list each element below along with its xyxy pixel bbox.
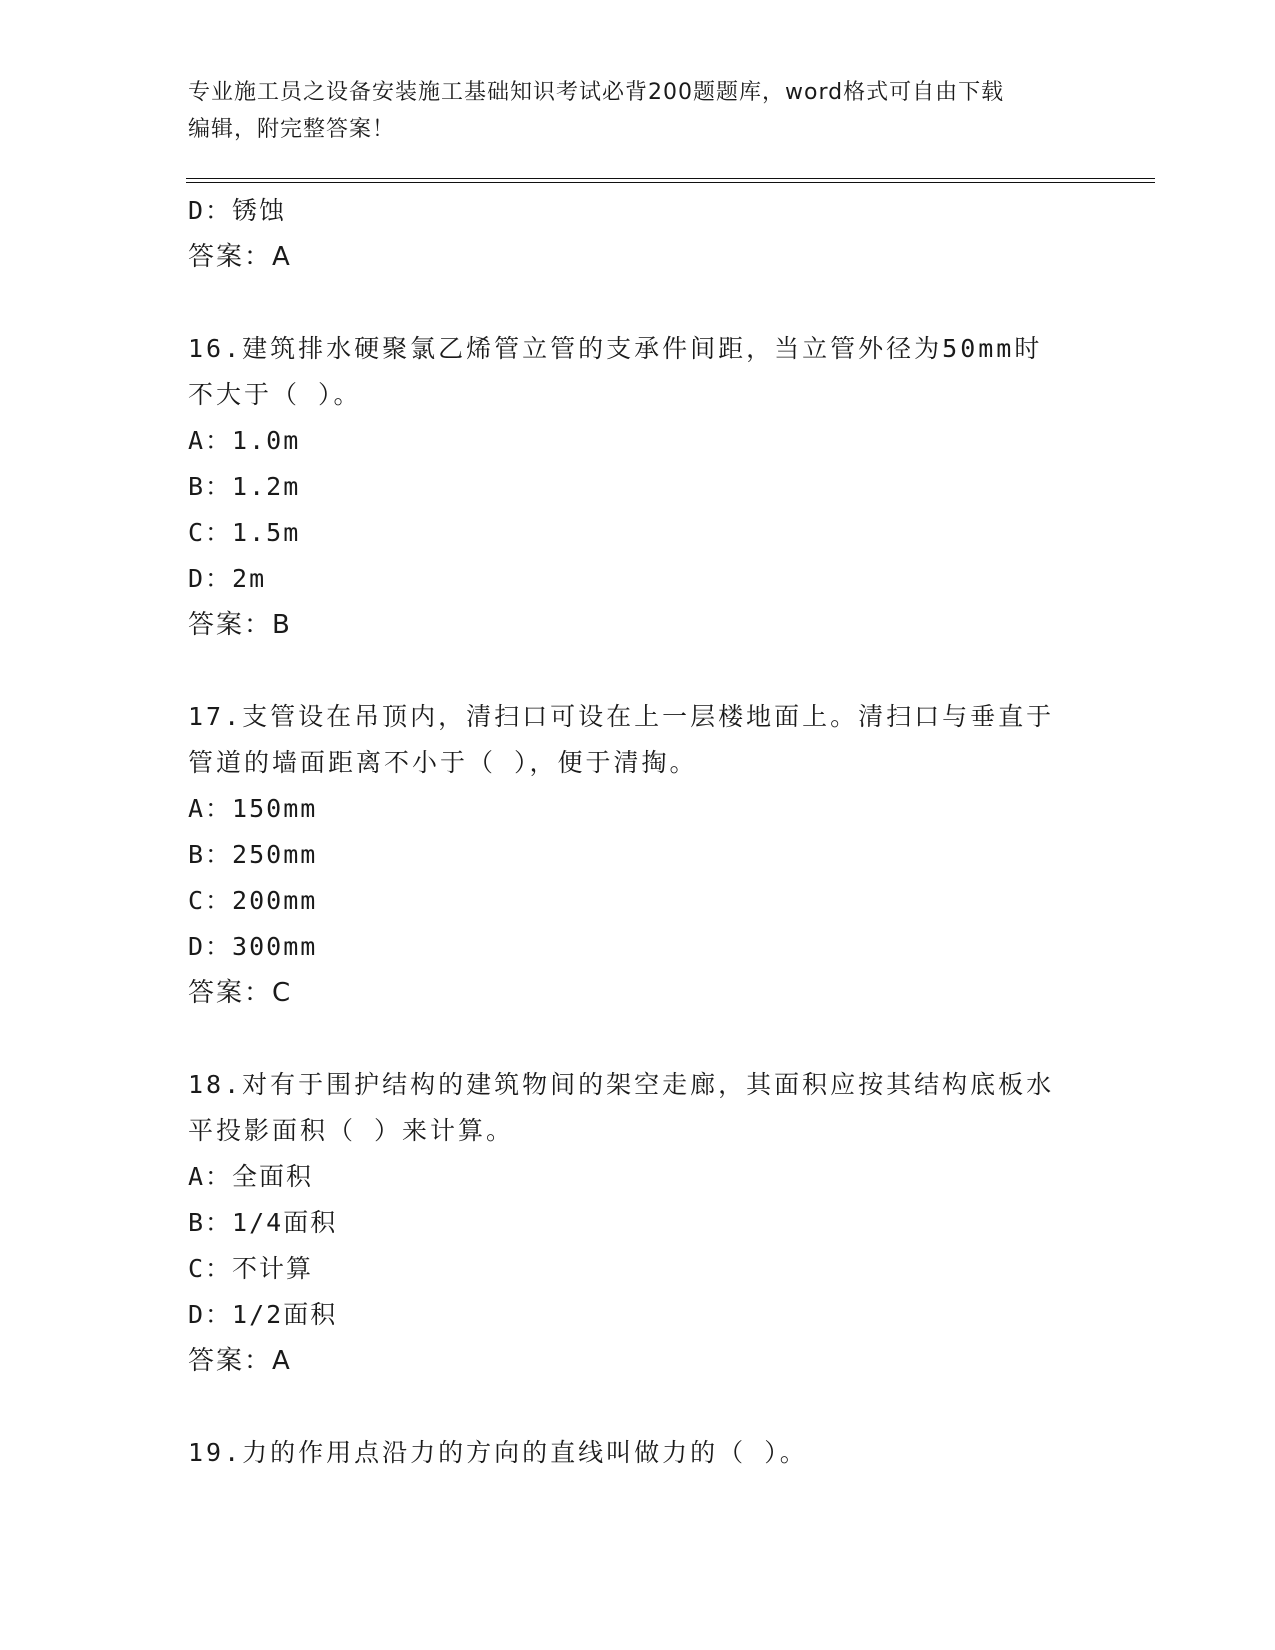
- question-text-line: 19.力的作用点沿力的方向的直线叫做力的（ ）。: [188, 1438, 808, 1467]
- header-divider-top: [186, 178, 1155, 179]
- spacer: [188, 1384, 1108, 1430]
- question-text-line: 16.建筑排水硬聚氯乙烯管立管的支承件间距，当立管外径为50mm时: [188, 334, 1043, 363]
- option-c: C：200mm: [188, 886, 318, 915]
- answer: 答案：A: [188, 1346, 292, 1376]
- spacer: [188, 648, 1108, 694]
- option-d: D：锈蚀: [188, 196, 287, 225]
- document-header: [188, 74, 1088, 148]
- option-b: B：1/4面积: [188, 1208, 338, 1237]
- option-c: C：1.5m: [188, 518, 301, 547]
- option-b: B：250mm: [188, 840, 318, 869]
- question-text-line: 管道的墙面距离不小于（ ），便于清掏。: [188, 748, 698, 777]
- question-17: [188, 694, 1108, 1016]
- spacer: [188, 280, 1108, 326]
- question-text-line: 17.支管设在吊顶内，清扫口可设在上一层楼地面上。清扫口与垂直于: [188, 702, 1055, 731]
- option-d: D：1/2面积: [188, 1300, 338, 1329]
- option-b: B：1.2m: [188, 472, 301, 501]
- question-19: [188, 1430, 1108, 1476]
- option-d: D：2m: [188, 564, 267, 593]
- answer: 答案：A: [188, 242, 292, 272]
- header-divider-bottom: [186, 182, 1155, 183]
- header-line-2: 编辑，附完整答案！: [188, 117, 396, 142]
- option-d: D：300mm: [188, 932, 318, 961]
- question-text-line: 18.对有于围护结构的建筑物间的架空走廊，其面积应按其结构底板水: [188, 1070, 1055, 1099]
- option-a: A：150mm: [188, 794, 318, 823]
- header-line-1: 专业施工员之设备安装施工基础知识考试必背200题题库，word格式可自由下载: [188, 80, 1005, 105]
- answer: 答案：B: [188, 610, 292, 640]
- previous-question-tail: [188, 188, 1108, 280]
- question-18: [188, 1062, 1108, 1384]
- question-text-line: 平投影面积（ ）来计算。: [188, 1116, 515, 1145]
- spacer: [188, 1016, 1108, 1062]
- option-c: C：不计算: [188, 1254, 314, 1283]
- option-a: A：1.0m: [188, 426, 301, 455]
- question-text-line: 不大于（ ）。: [188, 380, 362, 409]
- answer: 答案：C: [188, 978, 293, 1008]
- document-body: [188, 188, 1108, 1476]
- option-a: A：全面积: [188, 1162, 314, 1191]
- question-16: [188, 326, 1108, 648]
